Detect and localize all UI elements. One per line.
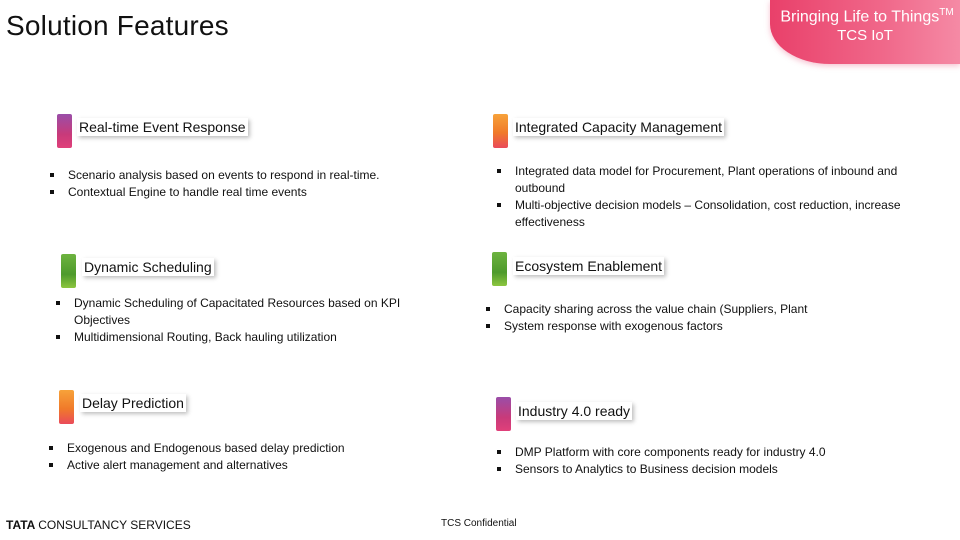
company-logo [6, 518, 191, 532]
logo-tata: TATA [6, 518, 35, 532]
list-item: Integrated data model for Procurement, Plant operations of inbound and outbound [496, 163, 916, 197]
list-delay [48, 440, 428, 474]
section-marker-industry [496, 397, 511, 431]
list-item: Dynamic Scheduling of Capacitated Resources based on KPI Objectives [55, 295, 425, 329]
list-ecosystem [485, 301, 885, 335]
section-marker-ecosystem [492, 252, 507, 286]
trademark-mark: TM [939, 7, 954, 18]
section-marker-scheduling [61, 254, 76, 288]
heading-industry: Industry 4.0 ready [518, 403, 631, 419]
list-industry [496, 444, 896, 478]
list-item: Multidimensional Routing, Back hauling utilization [55, 329, 425, 346]
list-item: Capacity sharing across the value chain (Suppliers, Plant [485, 301, 885, 318]
list-item: Scenario analysis based on events to respond in real-time. [49, 167, 429, 184]
section-marker-delay [59, 390, 74, 424]
list-item: Contextual Engine to handle real time events [49, 184, 429, 201]
list-scheduling [55, 295, 425, 346]
section-marker-capacity [493, 114, 508, 148]
heading-delay: Delay Prediction [82, 395, 184, 411]
heading-capacity: Integrated Capacity Management [515, 119, 723, 135]
confidentiality-note: TCS Confidential [441, 518, 517, 529]
brand-banner [770, 0, 960, 64]
list-item: Multi-objective decision models – Consolidation, cost reduction, increase effectiveness [496, 197, 916, 231]
banner-tagline: Bringing Life to Things™ [780, 7, 954, 26]
heading-scheduling: Dynamic Scheduling [84, 259, 212, 275]
section-marker-realtime [57, 114, 72, 148]
list-capacity [496, 163, 916, 231]
list-item: Sensors to Analytics to Business decision models [496, 461, 896, 478]
banner-product: TCS IoT [837, 27, 893, 44]
list-item: DMP Platform with core components ready for industry 4.0 [496, 444, 896, 461]
heading-ecosystem: Ecosystem Enablement [515, 258, 663, 274]
list-item: System response with exogenous factors [485, 318, 885, 335]
list-item: Active alert management and alternatives [48, 457, 428, 474]
list-item: Exogenous and Endogenous based delay prediction [48, 440, 428, 457]
list-realtime [49, 167, 429, 201]
logo-company-name: CONSULTANCY SERVICES [38, 518, 191, 532]
heading-realtime: Real-time Event Response [79, 119, 246, 135]
page-title: Solution Features [6, 10, 229, 41]
